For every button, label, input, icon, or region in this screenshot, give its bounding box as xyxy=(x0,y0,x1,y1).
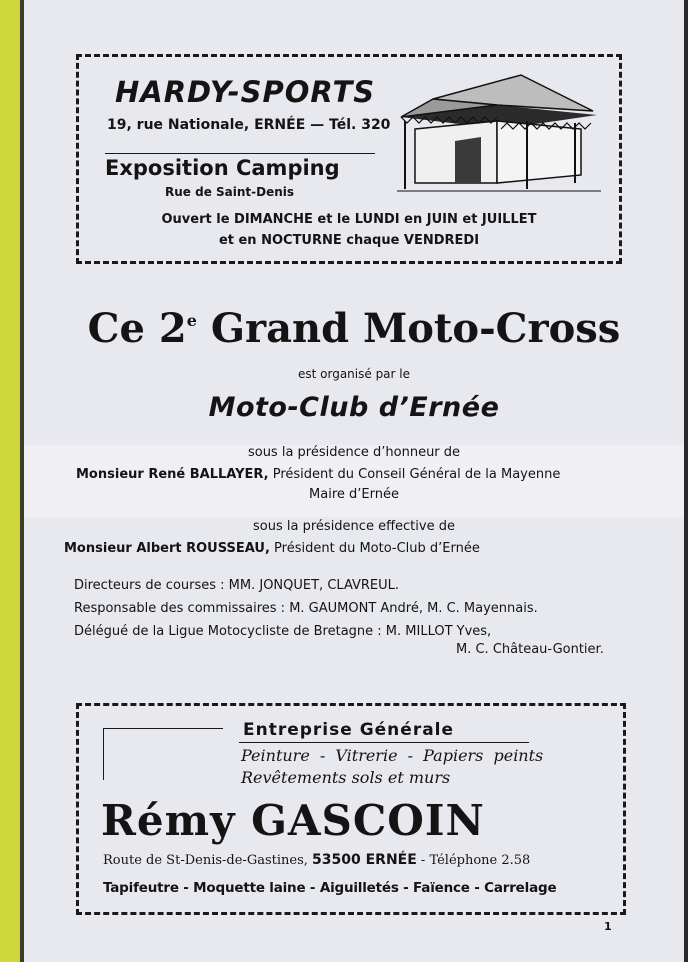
league-delegate: Délégué de la Ligue Motocycliste de Bretagne : M. MILLOT Yves, xyxy=(74,624,492,639)
title-superscript: e xyxy=(186,311,197,330)
race-directors: Directeurs de courses : MM. JONQUET, CLAVREUL. xyxy=(74,578,400,593)
honor-president xyxy=(76,467,560,482)
hardy-sports-ad xyxy=(76,54,622,264)
address-street: Route de St-Denis-de-Gastines, xyxy=(103,853,313,868)
shop-address: 19, rue Nationale, ERNÉE — Tél. 320 xyxy=(107,117,391,133)
address-phone: - Téléphone 2.58 xyxy=(416,853,531,868)
address-city: 53500 ERNÉE xyxy=(312,852,417,868)
entreprise-heading: Entreprise Générale xyxy=(243,720,455,740)
company-name: Rémy GASCOIN xyxy=(101,796,485,845)
title-part-1: Ce 2 xyxy=(87,305,187,352)
program-page xyxy=(24,0,684,962)
league-delegate-club: M. C. Château-Gontier. xyxy=(456,642,604,657)
effective-president xyxy=(64,541,480,556)
event-title xyxy=(24,305,684,352)
frame-rule-vertical xyxy=(103,728,104,780)
company-address xyxy=(103,852,530,868)
effective-name: Monsieur Albert ROUSSEAU, xyxy=(64,541,270,556)
organized-by: est organisé par le xyxy=(297,367,410,381)
binding-edge xyxy=(0,0,20,962)
hours-line-1: Ouvert le DIMANCHE et le LUNDI en JUIN et JUILLET xyxy=(161,212,537,227)
club-name: Moto-Club d’Ernée xyxy=(208,392,500,423)
opening-hours xyxy=(79,209,619,251)
honor-name: Monsieur René BALLAYER, xyxy=(76,467,269,482)
brand-name: HARDY-SPORTS xyxy=(115,75,376,109)
honor-role: Président du Conseil Général de la Mayenne xyxy=(268,467,561,482)
effective-role: Président du Moto-Club d’Ernée xyxy=(269,541,480,556)
gascoin-ad xyxy=(76,703,626,915)
honor-presidency: sous la présidence d’honneur de xyxy=(247,445,461,460)
page-number: 1 xyxy=(604,920,612,933)
frame-rule-horizontal xyxy=(103,728,223,729)
commissioners-lead: Responsable des commissaires : M. GAUMONT André, M. C. Mayennais. xyxy=(74,601,538,616)
product-list: Tapifeutre - Moquette laine - Aiguilletés - Faïence - Carrelage xyxy=(103,880,557,896)
exposition-title: Exposition Camping xyxy=(105,153,375,180)
services-line-1: Peinture - Vitrerie - Papiers peints xyxy=(241,746,544,765)
hours-line-2: et en NOCTURNE chaque VENDREDI xyxy=(218,233,480,248)
exposition-street: Rue de Saint-Denis xyxy=(165,185,295,199)
tent-illustration xyxy=(397,71,601,193)
heading-underline xyxy=(239,742,529,743)
honor-role-2: Maire d’Ernée xyxy=(309,487,399,502)
effective-presidency: sous la présidence effective de xyxy=(253,519,455,534)
services-line-2: Revêtements sols et murs xyxy=(241,768,451,787)
title-part-2: Grand Moto-Cross xyxy=(196,305,621,352)
